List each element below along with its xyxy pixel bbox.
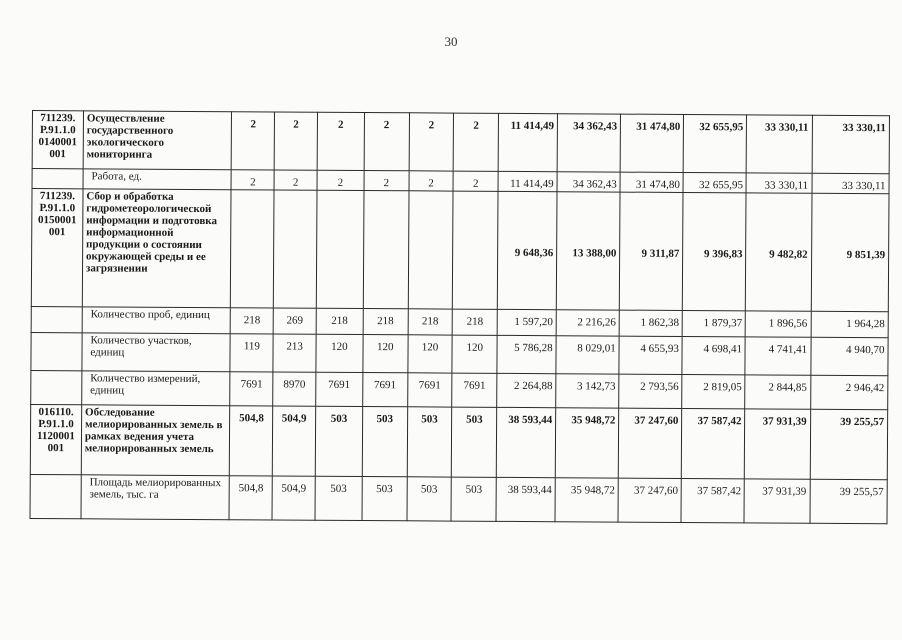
quantity-cell: 218 [452,309,497,335]
page-number: 30 [444,34,458,49]
quantity-cell: 504,9 [272,406,315,476]
row-code [30,474,81,518]
row-name: Работа, ед. [83,169,232,190]
indicator-row [30,474,887,523]
amount-cell: 9 482,82 [746,193,812,311]
budget-table [30,110,890,524]
quantity-cell [408,191,454,309]
row-name: Количество проб, единиц [82,307,231,334]
amount-cell: 1 879,37 [682,310,745,336]
row-name: Осуществление государственного экологического мониторинга [83,111,232,170]
indicator-row [31,332,888,375]
amount-cell: 4 741,41 [745,337,810,375]
amount-cell: 32 655,95 [683,114,746,172]
amount-cell: 2 844,85 [745,375,810,409]
quantity-cell: 504,8 [229,476,272,520]
amount-cell: 8 029,01 [556,336,619,374]
amount-cell: 35 948,72 [555,478,618,522]
amount-cell: 31 474,80 [620,172,683,192]
amount-cell: 11 414,49 [498,171,557,191]
quantity-cell: 7691 [230,372,273,406]
quantity-cell: 504,8 [230,406,273,476]
quantity-cell: 503 [362,407,407,477]
quantity-cell: 2 [364,113,409,171]
quantity-cell: 2 [453,113,498,171]
quantity-cell: 503 [407,407,452,477]
quantity-cell: 503 [451,477,496,521]
row-code [31,332,82,370]
amount-cell: 5 786,28 [497,335,556,373]
amount-cell: 11 414,49 [498,113,557,171]
quantity-cell: 120 [316,334,363,372]
quantity-cell [453,191,499,309]
quantity-cell: 218 [408,309,453,335]
quantity-cell [363,191,409,309]
quantity-cell [316,190,364,308]
amount-cell: 37 587,42 [681,478,744,522]
quantity-cell: 503 [315,406,362,476]
row-code: 711239. Р.91.1.0 0140001 001 [32,111,83,169]
quantity-cell: 7691 [362,373,407,407]
quantity-cell: 2 [409,171,454,191]
indicator-row [31,370,888,409]
amount-cell: 38 593,44 [496,477,555,521]
amount-cell: 37 931,39 [744,479,809,523]
amount-cell: 37 931,39 [745,409,811,479]
service-row [31,189,889,312]
quantity-cell: 504,9 [272,476,315,520]
amount-cell: 37 587,42 [682,408,746,478]
amount-cell: 31 474,80 [620,114,683,172]
amount-cell: 33 330,11 [747,115,812,173]
amount-cell: 9 396,83 [683,192,747,310]
row-name: Площадь мелиорированных земель, тыс. га [81,475,230,520]
quantity-cell: 2 [274,170,317,190]
amount-cell: 34 362,43 [557,114,620,172]
quantity-cell: 503 [452,407,497,477]
quantity-cell: 218 [316,308,363,334]
amount-cell: 34 362,43 [557,172,620,192]
amount-cell: 32 655,95 [683,172,746,192]
amount-cell: 2 793,56 [619,374,682,408]
quantity-cell: 213 [273,334,316,372]
amount-cell: 1 964,28 [811,311,889,337]
amount-cell: 38 593,44 [496,407,555,477]
amount-cell: 2 264,88 [497,373,556,407]
amount-cell: 2 946,42 [810,375,888,409]
quantity-cell: 120 [407,335,452,373]
service-row [30,404,887,479]
amount-cell: 2 216,26 [556,310,619,336]
amount-cell: 4 655,93 [619,336,682,374]
amount-cell: 35 948,72 [555,408,619,478]
quantity-cell: 503 [362,477,407,521]
quantity-cell: 503 [315,476,362,520]
amount-cell: 1 597,20 [497,309,556,335]
row-name: Сбор и обработка гидрометеорологической информации и подготовка информационной продукции о состоянии окружающей среды и ее загрязнении [82,189,231,308]
amount-cell: 33 330,11 [746,173,811,193]
row-name: Количество участков, единиц [82,333,231,372]
amount-cell: 1 862,38 [619,310,682,336]
amount-cell: 9 311,87 [620,192,684,310]
quantity-cell [231,190,274,308]
amount-cell: 33 330,11 [812,115,890,173]
service-row [32,111,889,174]
quantity-cell: 2 [232,112,275,170]
quantity-cell: 120 [452,335,497,373]
quantity-cell: 2 [232,170,275,190]
quantity-cell [274,190,317,308]
quantity-cell: 2 [364,171,409,191]
amount-cell: 4 940,70 [810,337,888,375]
quantity-cell: 7691 [407,373,452,407]
amount-cell: 9 851,39 [811,193,889,311]
row-code [31,370,82,404]
quantity-cell: 503 [407,477,452,521]
quantity-cell: 218 [363,309,408,335]
row-code: 711239. Р.91.1.0 0150001 001 [31,189,83,307]
quantity-cell: 7691 [316,372,363,406]
quantity-cell: 119 [230,334,273,372]
quantity-cell: 2 [409,113,454,171]
amount-cell: 33 330,11 [812,173,890,193]
quantity-cell: 2 [317,170,364,190]
amount-cell: 13 388,00 [556,192,620,310]
amount-cell: 37 247,60 [618,408,682,478]
row-code: 016110. Р.91.1.0 1120001 001 [30,404,81,474]
amount-cell: 37 247,60 [618,478,681,522]
quantity-cell: 269 [273,308,316,334]
quantity-cell: 8970 [273,372,316,406]
amount-cell: 3 142,73 [556,374,619,408]
quantity-cell: 2 [274,112,317,170]
quantity-cell: 7691 [452,373,497,407]
quantity-cell: 2 [453,171,498,191]
quantity-cell: 2 [317,112,364,170]
quantity-cell: 120 [363,335,408,373]
amount-cell: 1 896,56 [746,311,811,337]
amount-cell: 9 648,36 [497,191,557,309]
amount-cell: 39 255,57 [810,409,888,479]
amount-cell: 4 698,41 [682,336,745,374]
row-code [32,169,83,189]
row-name: Обследование мелиорированных земель в рамках ведения учета мелиорированных земель [81,405,230,476]
amount-cell: 2 819,05 [682,374,745,408]
row-code [31,306,82,332]
amount-cell: 39 255,57 [810,479,888,523]
row-name: Количество измерений, единиц [82,371,231,406]
quantity-cell: 218 [231,308,274,334]
